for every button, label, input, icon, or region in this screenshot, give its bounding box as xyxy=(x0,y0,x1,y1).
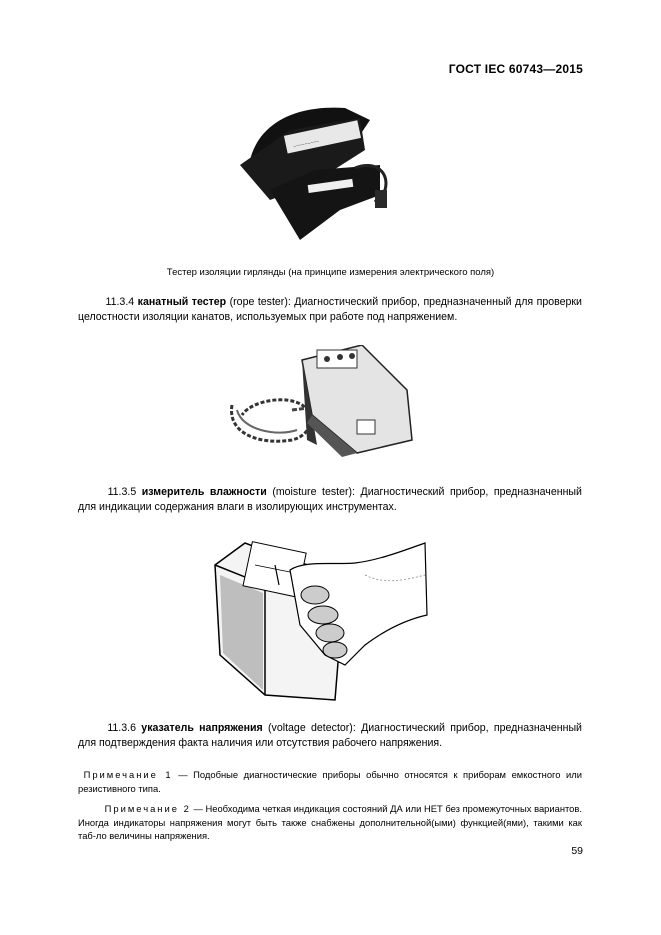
section-number: 11.3.4 xyxy=(105,296,135,308)
note-1 xyxy=(78,768,582,795)
rope-tester-image xyxy=(222,345,422,460)
section-text: : Диагностический прибор, предназначенный для подтверждения факта наличия или отсутствия рабочего напряжения. xyxy=(78,722,582,749)
section-term: канатный тестер xyxy=(137,296,227,308)
string-insulation-tester-image xyxy=(230,90,400,245)
note-text: — Подобные диагностические приборы обычно относятся к приборам емкостного или резистивного типа. xyxy=(78,769,582,794)
note-text: — Необходима четкая индикация состояний ДА или НЕТ без промежуточных вариантов. Иногда индикаторы напряжения могут быть также снабжены дополнительной(ыми) функцией(ями), такими как таб-ло величины напряжения. xyxy=(78,803,582,841)
svg-text:~~~~~~~~~: ~~~~~~~~~ xyxy=(292,138,320,151)
page-number: 59 xyxy=(571,845,583,857)
section-number: 11.3.6 xyxy=(107,722,136,734)
section-11-3-5 xyxy=(78,485,582,515)
section-11-3-4 xyxy=(78,295,582,325)
note-label: Примечание 1 xyxy=(83,769,173,780)
section-text: : Диагностический прибор, предназначенный для индикации содержания влаги в изолирующих инструментах. xyxy=(78,486,582,513)
section-term-en: (voltage detector) xyxy=(268,722,353,734)
section-term-en: (moisture tester) xyxy=(272,486,353,498)
section-11-3-6 xyxy=(78,721,582,751)
section-text: : Диагностический прибор, предназначенный для проверки целостности изоляции канатов, используемых при работе под напряжением. xyxy=(78,296,582,323)
moisture-tester-image xyxy=(205,535,430,705)
section-term-en: (rope tester) xyxy=(229,296,288,308)
section-term: измеритель влажности xyxy=(141,486,267,498)
section-number: 11.3.5 xyxy=(107,486,137,498)
note-label: Примечание 2 xyxy=(104,803,191,814)
section-term: указатель напряжения xyxy=(141,722,263,734)
note-2 xyxy=(78,802,582,843)
figure-caption: Тестер изоляции гирлянды (на принципе измерения электрического поля) xyxy=(166,267,495,278)
document-header: ГОСТ IEC 60743—2015 xyxy=(448,62,583,76)
